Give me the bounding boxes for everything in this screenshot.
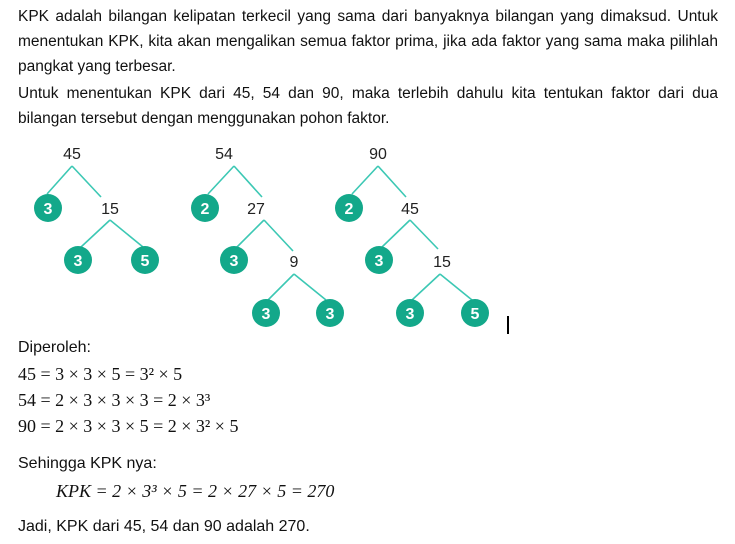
- conclusion: Jadi, KPK dari 45, 54 dan 90 adalah 270.: [18, 518, 310, 535]
- tree2-node-9: 9: [289, 254, 299, 271]
- factor-tree-54: [191, 146, 344, 327]
- tree2-root: 54: [215, 146, 233, 163]
- tree1-root: 45: [63, 146, 81, 163]
- tree3-leaf-2: 3: [374, 253, 384, 270]
- tree2-leaf-1: 2: [200, 201, 210, 218]
- factorization-90: 90 = 2 × 3 × 3 × 5 = 2 × 3² × 5: [18, 416, 239, 436]
- result-label: Diperoleh:: [18, 339, 91, 356]
- factorization-54: 54 = 2 × 3 × 3 × 3 = 2 × 3³: [18, 390, 211, 410]
- tree2-leaf-2: 3: [229, 253, 239, 270]
- tree3-leaf-4: 5: [470, 306, 480, 323]
- factor-trees: [0, 136, 735, 332]
- tree2-node-27: 27: [247, 201, 265, 218]
- text-cursor: [507, 316, 509, 334]
- tree1-node-15: 15: [101, 201, 119, 218]
- intro-paragraph-definition: KPK adalah bilangan kelipatan terkecil yang sama dari banyaknya bilangan yang dimaksud. Untuk menentukan KPK, kita akan mengalikan semua faktor prima, jika ada faktor yang sama maka pilihlah pangkat yang terbesar.: [18, 8, 718, 75]
- tree1-leaf-1: 3: [43, 201, 53, 218]
- tree3-node-45: 45: [401, 201, 419, 218]
- tree3-node-15: 15: [433, 254, 451, 271]
- tree3-leaf-1: 2: [344, 201, 354, 218]
- tree3-root: 90: [369, 146, 387, 163]
- tree1-leaf-2: 3: [73, 253, 83, 270]
- tree2-leaf-3: 3: [261, 306, 271, 323]
- tree3-leaf-3: 3: [405, 306, 415, 323]
- tree1-leaf-3: 5: [140, 253, 150, 270]
- tree2-leaf-4: 3: [325, 306, 335, 323]
- factor-tree-90: [335, 146, 489, 327]
- factorization-45: 45 = 3 × 3 × 5 = 3² × 5: [18, 364, 183, 384]
- factor-tree-45: [34, 146, 159, 274]
- kpk-label: Sehingga KPK nya:: [18, 455, 157, 472]
- kpk-formula: KPK = 2 × 3³ × 5 = 2 × 27 × 5 = 270: [56, 481, 335, 501]
- intro-paragraph-method: Untuk menentukan KPK dari 45, 54 dan 90, maka terlebih dahulu kita tentukan faktor dari dua bilangan tersebut dengan menggunakan pohon faktor.: [18, 85, 718, 127]
